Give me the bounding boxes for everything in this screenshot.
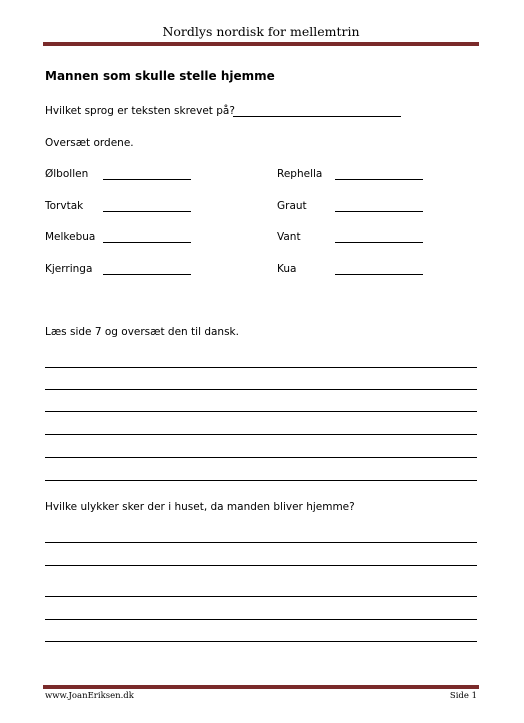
word-left-2-blank — [103, 211, 191, 212]
word-left-4-blank — [103, 274, 191, 275]
word-left-3-blank — [103, 242, 191, 243]
accidents-question: Hvilke ulykker sker der i huset, da manden bliver hjemme? — [45, 501, 355, 513]
translate-instruction: Oversæt ordene. — [45, 137, 134, 149]
language-answer-blank — [233, 116, 401, 117]
word-right-1: Rephella — [277, 168, 323, 180]
document-title: Mannen som skulle stelle hjemme — [45, 69, 275, 83]
word-left-3: Melkebua — [45, 231, 96, 243]
writing-line — [45, 389, 477, 390]
page-instruction: Læs side 7 og oversæt den til dansk. — [45, 326, 239, 338]
writing-line — [45, 596, 477, 597]
writing-line — [45, 434, 477, 435]
writing-line — [45, 480, 477, 481]
word-left-2: Torvtak — [45, 200, 84, 212]
language-question: Hvilket sprog er teksten skrevet på? — [45, 105, 235, 117]
word-left-1-blank — [103, 179, 191, 180]
word-right-3-blank — [335, 242, 423, 243]
word-right-2: Graut — [277, 200, 307, 212]
writing-line — [45, 565, 477, 566]
word-right-1-blank — [335, 179, 423, 180]
writing-line — [45, 641, 477, 642]
writing-line — [45, 619, 477, 620]
word-right-4-blank — [335, 274, 423, 275]
word-right-4: Kua — [277, 263, 297, 275]
footer-page-number: Side 1 — [449, 691, 477, 701]
writing-line — [45, 411, 477, 412]
footer-website: www.JoanEriksen.dk — [45, 691, 134, 701]
writing-line — [45, 542, 477, 543]
footer-rule — [43, 685, 479, 689]
word-left-4: Kjerringa — [45, 263, 93, 275]
word-right-3: Vant — [277, 231, 301, 243]
word-right-2-blank — [335, 211, 423, 212]
writing-line — [45, 457, 477, 458]
writing-line — [45, 367, 477, 368]
header-rule — [43, 42, 479, 46]
word-left-1: Ølbollen — [45, 168, 89, 180]
header-title: Nordlys nordisk for mellemtrin — [162, 24, 360, 39]
